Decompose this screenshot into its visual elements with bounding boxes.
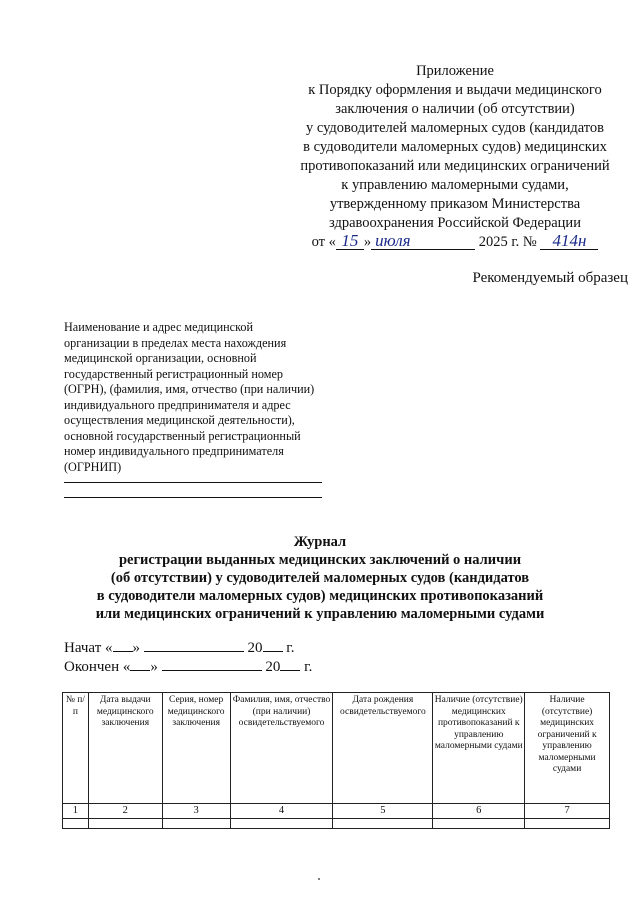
table-row <box>63 818 610 828</box>
ended-suffix: г. <box>304 659 313 675</box>
org-line: основной государственный регистрационный <box>64 428 301 443</box>
ended-line <box>64 656 312 676</box>
table-cell[interactable] <box>433 818 525 828</box>
col-number: 4 <box>230 804 333 819</box>
order-month: июля <box>371 233 475 250</box>
ended-year-blank[interactable] <box>280 656 300 671</box>
col-header-issue-date: Дата выдачи медицинского заключения <box>88 693 162 804</box>
table-cell[interactable] <box>525 818 610 828</box>
started-day-blank[interactable] <box>113 637 133 652</box>
col-header-restrictions: Наличие (отсутствие) медицинских ограничений к управлению маломерными судами <box>525 693 610 804</box>
table-cell[interactable] <box>333 818 433 828</box>
org-line: номер индивидуального предпринимателя <box>64 444 284 458</box>
org-line: Наименование и адрес медицинской <box>64 320 253 334</box>
journal-title-line: регистрации выданных медицинских заключений о наличии <box>118 552 522 568</box>
org-line: медицинской организации, основной <box>64 351 257 365</box>
col-header-series-number: Серия, номер медицинского заключения <box>162 693 230 804</box>
started-line <box>64 637 294 657</box>
journal-heading: Журнал <box>293 534 347 550</box>
started-year-blank[interactable] <box>263 637 283 652</box>
order-date-line <box>280 233 630 252</box>
col-header-number: № п/п <box>63 693 89 804</box>
ended-year-prefix: 20 <box>265 659 281 675</box>
order-day: 15 <box>336 233 364 250</box>
journal-title-line: или медицинских ограничений к управлению маломерными судами <box>95 606 545 622</box>
org-fill-line <box>64 497 322 498</box>
col-header-birth-date: Дата рождения освидетельствуемого <box>333 693 433 804</box>
started-year-prefix: 20 <box>247 640 263 656</box>
org-line: организации в пределах места нахождения <box>64 335 287 350</box>
journal-table <box>62 692 610 829</box>
started-label: Начат « <box>64 640 113 656</box>
col-number: 2 <box>88 804 162 819</box>
appendix-line: утвержденному приказом Министерства <box>329 196 581 212</box>
appendix-line: заключения о наличии (об отсутствии) <box>335 101 575 117</box>
table-cell[interactable] <box>162 818 230 828</box>
started-suffix: г. <box>286 640 295 656</box>
started-mid: » <box>132 640 141 656</box>
recommended-sample-label: Рекомендуемый образец <box>472 270 628 286</box>
col-number: 1 <box>63 804 89 819</box>
table-cell[interactable] <box>88 818 162 828</box>
org-line: индивидуального предпринимателя и адрес <box>64 397 291 412</box>
appendix-line: к Порядку оформления и выдачи медицинского <box>308 82 602 98</box>
col-number: 6 <box>433 804 525 819</box>
table-cell[interactable] <box>230 818 333 828</box>
appendix-block <box>280 62 630 252</box>
order-mid: » <box>363 234 372 250</box>
col-number: 7 <box>525 804 610 819</box>
org-line: государственный регистрационный номер <box>64 366 283 381</box>
appendix-line: Приложение <box>416 63 494 79</box>
appendix-line: здравоохранения Российской Федерации <box>329 215 581 231</box>
journal-title-line: в судоводители маломерных судов) медицинских противопоказаний <box>96 588 544 604</box>
order-number: 414н <box>540 233 598 250</box>
order-prefix: от « <box>311 234 336 250</box>
started-month-blank[interactable] <box>144 637 244 652</box>
table-number-row <box>63 804 610 819</box>
appendix-line: противопоказаний или медицинских ограничений <box>300 158 610 174</box>
appendix-line: в судоводители маломерных судов) медицинских <box>303 139 607 155</box>
appendix-line: у судоводителей маломерных судов (кандидатов <box>305 120 605 136</box>
appendix-line: к управлению маломерными судами, <box>341 177 569 193</box>
table-header-row <box>63 693 610 804</box>
col-number: 5 <box>333 804 433 819</box>
ended-mid: » <box>150 659 158 675</box>
col-header-contraindications: Наличие (отсутствие) медицинских противопоказаний к управлению маломерными судами <box>433 693 525 804</box>
journal-title-line: (об отсутствии) у судоводителей маломерных судов (кандидатов <box>110 570 530 586</box>
col-number: 3 <box>162 804 230 819</box>
ended-label: Окончен « <box>64 659 131 675</box>
ended-month-blank[interactable] <box>162 656 262 671</box>
order-year-text: 2025 г. № <box>478 234 537 250</box>
table-cell[interactable] <box>63 818 89 828</box>
org-line: осуществления медицинской деятельности), <box>64 413 295 427</box>
org-line: (ОГРН), (фамилия, имя, отчество (при наличии) <box>64 382 315 396</box>
scan-speck <box>318 878 320 880</box>
col-header-full-name: Фамилия, имя, отчество (при наличии) освидетельствуемого <box>230 693 333 804</box>
ended-day-blank[interactable] <box>130 656 150 671</box>
org-fill-line <box>64 482 322 483</box>
journal-title <box>40 533 600 623</box>
org-line: (ОГРНИП) <box>64 459 122 474</box>
organization-block <box>64 320 332 475</box>
